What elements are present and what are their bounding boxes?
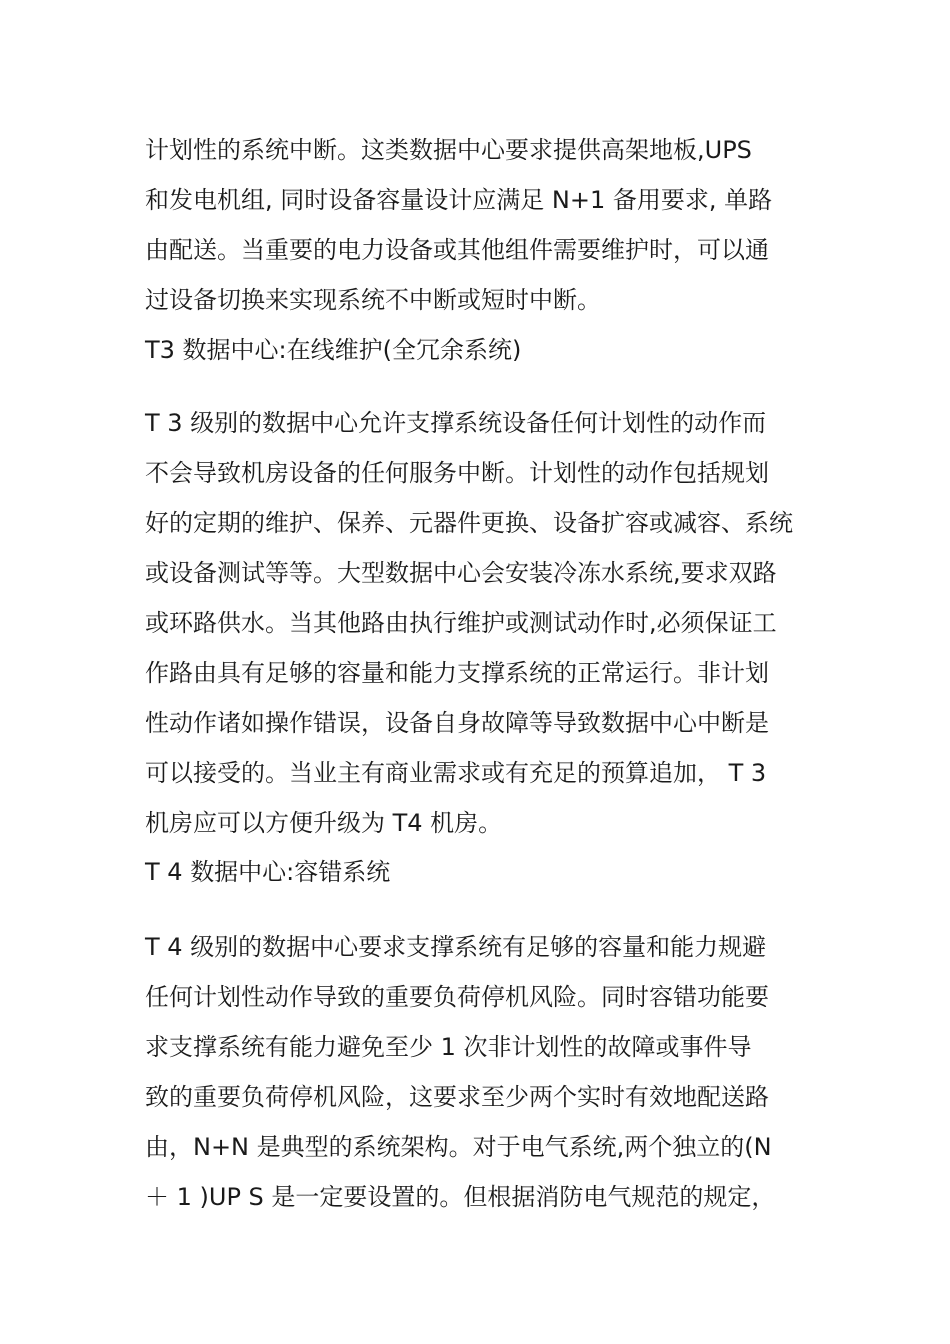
text-line: 可以接受的。当业主有商业需求或有充足的预算追加， T 3 <box>145 759 767 787</box>
text-line: 性动作诸如操作错误，设备自身故障等导致数据中心中断是 <box>145 709 769 737</box>
text-line: 好的定期的维护、保养、元器件更换、设备扩容或减容、系统 <box>145 509 793 537</box>
text-line: 由配送。当重要的电力设备或其他组件需要维护时，可以通 <box>145 236 769 264</box>
text-line: 致的重要负荷停机风险，这要求至少两个实时有效地配送路 <box>145 1083 769 1111</box>
text-line: 不会导致机房设备的任何服务中断。计划性的动作包括规划 <box>145 459 769 487</box>
text-line: 计划性的系统中断。这类数据中心要求提供高架地板,UPS <box>145 136 752 164</box>
text-line: 任何计划性动作导致的重要负荷停机风险。同时容错功能要 <box>145 983 769 1011</box>
text-line: T 3 级别的数据中心允许支撑系统设备任何计划性的动作而 <box>145 409 767 437</box>
section-heading-t4: T 4 数据中心:容错系统 <box>145 858 391 886</box>
section-heading-t3: T3 数据中心:在线维护(全冗余系统) <box>145 336 522 364</box>
text-line: 机房应可以方便升级为 T4 机房。 <box>145 809 503 837</box>
text-line: 求支撑系统有能力避免至少 1 次非计划性的故障或事件导 <box>145 1033 752 1061</box>
text-line: 作路由具有足够的容量和能力支撑系统的正常运行。非计划 <box>145 659 769 687</box>
text-line: T 4 级别的数据中心要求支撑系统有足够的容量和能力规避 <box>145 933 767 961</box>
text-line: 过设备切换来实现系统不中断或短时中断。 <box>145 286 601 314</box>
text-line: 或环路供水。当其他路由执行维护或测试动作时,必须保证工 <box>145 609 777 637</box>
text-line: ＋ 1 )UP S 是一定要设置的。但根据消防电气规范的规定， <box>145 1183 776 1211</box>
text-line: 由，N+N 是典型的系统架构。对于电气系统,两个独立的(N <box>145 1133 772 1161</box>
text-line: 或设备测试等等。大型数据中心会安装冷冻水系统,要求双路 <box>145 559 777 587</box>
text-line: 和发电机组, 同时设备容量设计应满足 N+1 备用要求, 单路 <box>145 186 773 214</box>
